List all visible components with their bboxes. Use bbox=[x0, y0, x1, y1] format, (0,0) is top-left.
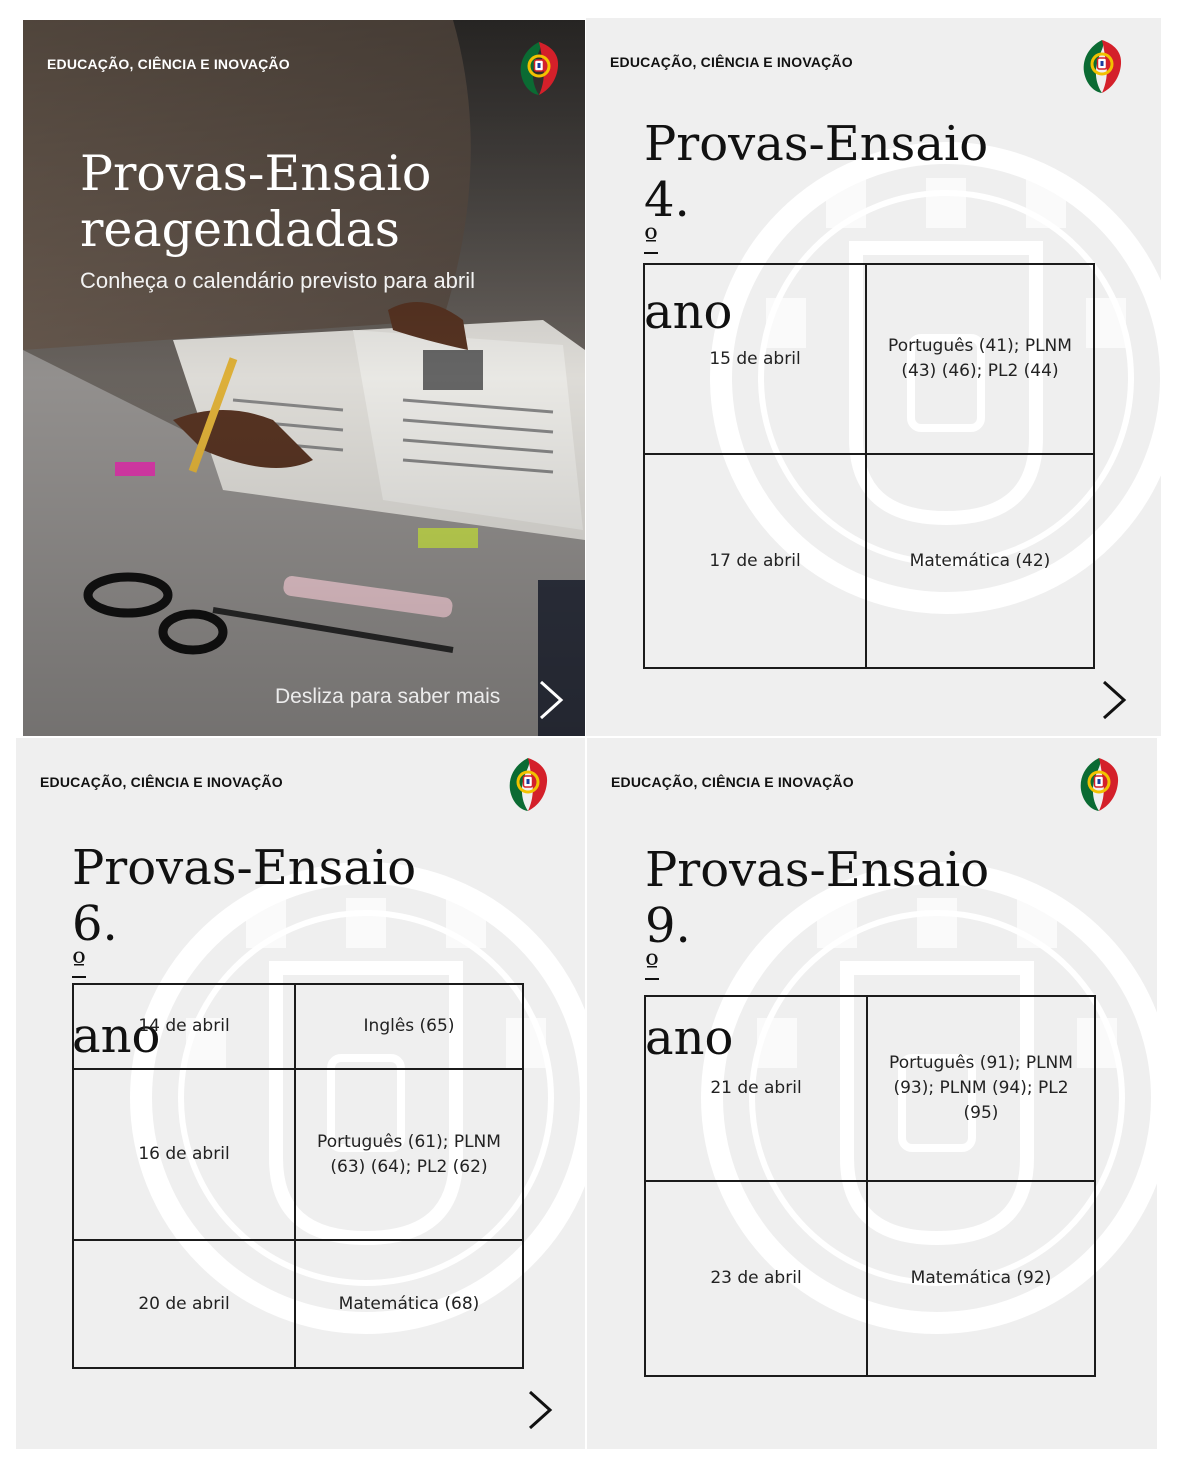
date-cell: 16 de abril bbox=[73, 1069, 295, 1240]
subject-cell: Português (91); PLNM (93); PLNM (94); PL2 (95) bbox=[867, 996, 1095, 1181]
chevron-right-icon[interactable] bbox=[535, 678, 565, 722]
date-cell: 23 de abril bbox=[645, 1181, 867, 1376]
schedule-table bbox=[643, 263, 1095, 669]
chevron-right-icon[interactable] bbox=[524, 1388, 554, 1432]
chevron-right-icon[interactable] bbox=[1098, 678, 1128, 722]
table-row bbox=[73, 1240, 523, 1368]
date-cell: 21 de abril bbox=[645, 996, 867, 1181]
subject-cell: Português (61); PLNM (63) (64); PL2 (62) bbox=[295, 1069, 523, 1240]
ministry-label: EDUCAÇÃO, CIÊNCIA E INOVAÇÃO bbox=[610, 54, 853, 70]
schedule-table bbox=[72, 983, 524, 1369]
slide-9-ano bbox=[587, 738, 1157, 1449]
slide-6-ano bbox=[16, 738, 585, 1449]
table-row bbox=[73, 1069, 523, 1240]
cover-slide bbox=[23, 20, 585, 736]
table-row bbox=[644, 454, 1094, 668]
date-cell: 20 de abril bbox=[73, 1240, 295, 1368]
page-title: Provas-Ensaio 6. º ano bbox=[72, 840, 417, 1064]
subject-cell: Matemática (92) bbox=[867, 1181, 1095, 1376]
slide-4-ano bbox=[586, 18, 1161, 736]
cover-subtitle: Conheça o calendário previsto para abril bbox=[80, 268, 476, 293]
table-row bbox=[645, 1181, 1095, 1376]
subject-cell: Inglês (65) bbox=[295, 984, 523, 1069]
portugal-government-logo-icon bbox=[1077, 756, 1121, 812]
table-row bbox=[644, 264, 1094, 454]
subject-cell: Português (41); PLNM (43) (46); PL2 (44) bbox=[866, 264, 1094, 454]
page-title: Provas-Ensaio 4. º ano bbox=[644, 116, 989, 340]
ministry-label: EDUCAÇÃO, CIÊNCIA E INOVAÇÃO bbox=[611, 774, 854, 790]
cover-title: Provas-Ensaio reagendadas bbox=[80, 145, 432, 258]
portugal-government-logo-icon bbox=[1080, 38, 1124, 94]
date-cell: 15 de abril bbox=[644, 264, 866, 454]
portugal-government-logo-icon bbox=[506, 756, 550, 812]
date-cell: 14 de abril bbox=[73, 984, 295, 1069]
date-cell: 17 de abril bbox=[644, 454, 866, 668]
table-row bbox=[645, 996, 1095, 1181]
ministry-label: EDUCAÇÃO, CIÊNCIA E INOVAÇÃO bbox=[47, 56, 290, 72]
swipe-hint: Desliza para saber mais bbox=[275, 685, 501, 708]
page-title: Provas-Ensaio 9. º ano bbox=[645, 842, 990, 1066]
subject-cell: Matemática (68) bbox=[295, 1240, 523, 1368]
table-row bbox=[73, 984, 523, 1069]
portugal-government-logo-icon bbox=[517, 40, 561, 96]
ministry-label: EDUCAÇÃO, CIÊNCIA E INOVAÇÃO bbox=[40, 774, 283, 790]
schedule-table bbox=[644, 995, 1096, 1377]
cover-photo bbox=[23, 20, 585, 736]
subject-cell: Matemática (42) bbox=[866, 454, 1094, 668]
